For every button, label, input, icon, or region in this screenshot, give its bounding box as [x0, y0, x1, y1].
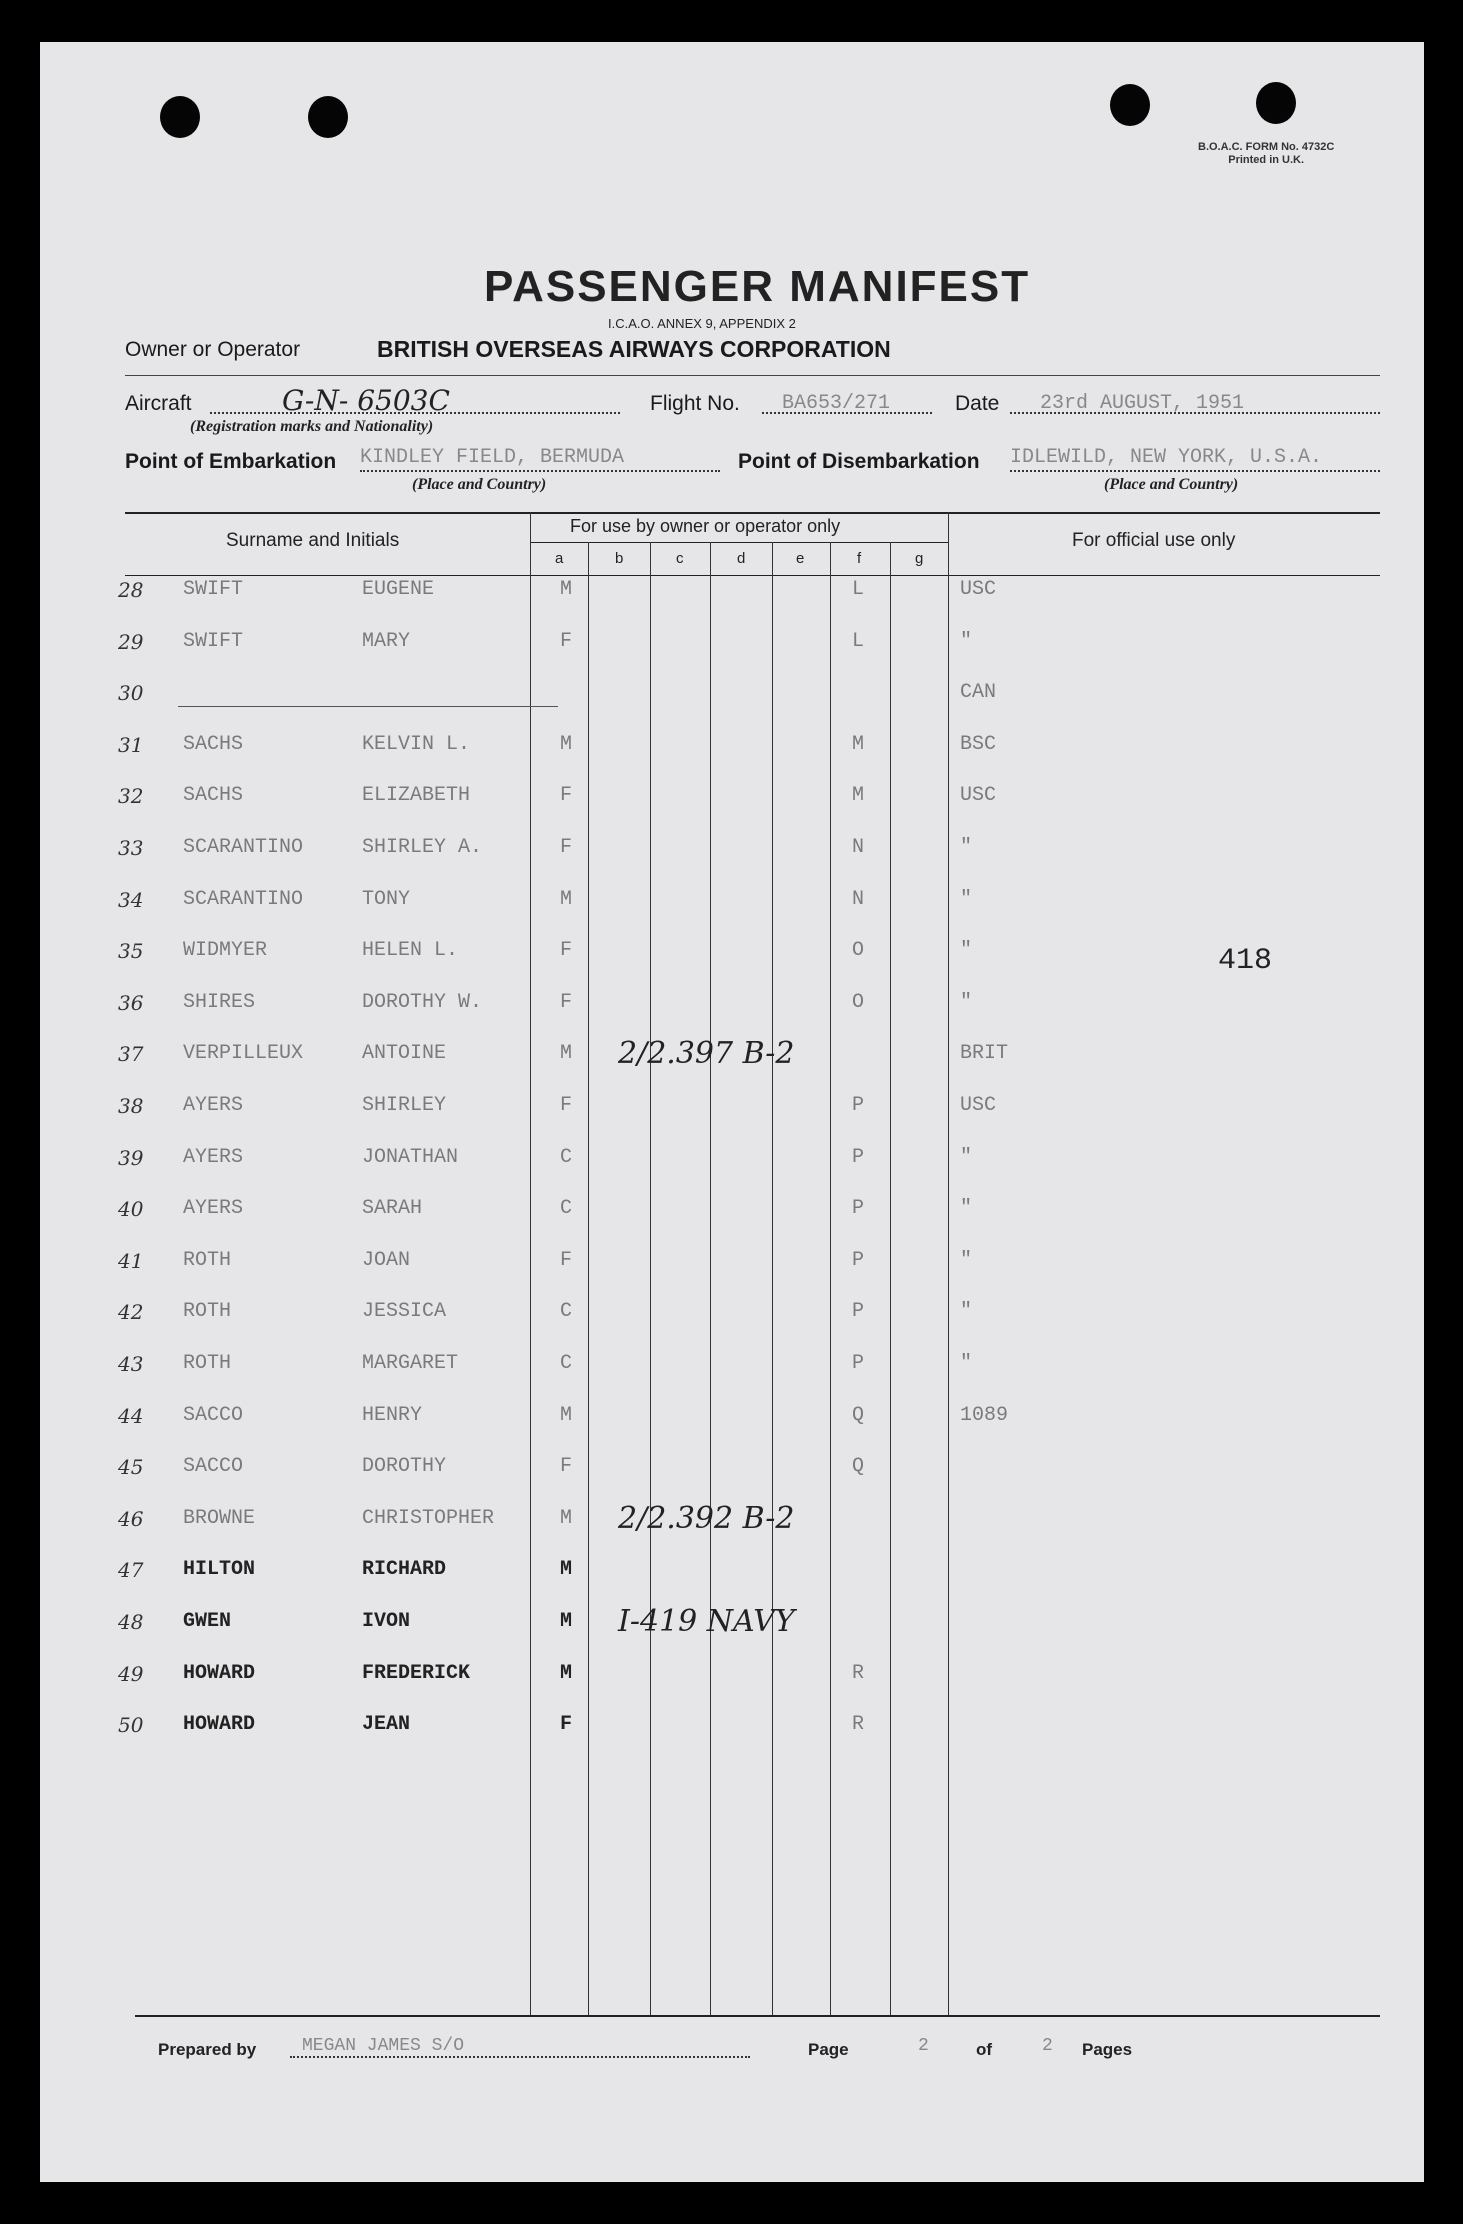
row-a: M — [560, 1042, 573, 1065]
row-surname: GWEN — [183, 1610, 232, 1633]
table-row — [0, 1713, 1463, 1749]
row-a: F — [560, 1094, 573, 1117]
table-header-rule — [125, 575, 1380, 576]
row-initials: SHIRLEY A. — [362, 836, 483, 859]
table-row — [0, 1146, 1463, 1182]
punch-hole — [1256, 82, 1296, 124]
row-initials: MARY — [362, 630, 411, 653]
prepared-line — [290, 2056, 750, 2058]
row-off: " — [960, 1300, 973, 1323]
row-off: " — [960, 1146, 973, 1169]
aircraft-line — [210, 412, 620, 414]
date-value: 23rd AUGUST, 1951 — [1040, 392, 1245, 415]
row-f: M — [852, 733, 865, 756]
page-value: 2 — [918, 2036, 929, 2056]
sub-col-e: e — [796, 550, 805, 567]
row-off: 1089 — [960, 1404, 1009, 1427]
row-initials: SHIRLEY — [362, 1094, 447, 1117]
row-surname: ROTH — [183, 1352, 232, 1375]
struck-row-line — [178, 706, 558, 707]
table-row — [0, 1197, 1463, 1233]
row-f: N — [852, 888, 865, 911]
document-subtitle: I.C.A.O. ANNEX 9, APPENDIX 2 — [608, 316, 796, 331]
row-num: 49 — [118, 1662, 144, 1686]
row-num: 40 — [118, 1197, 144, 1221]
official-column-header: For official use only — [1072, 530, 1236, 551]
sub-col-c: c — [676, 550, 684, 567]
row-num: 41 — [118, 1249, 144, 1273]
row-surname: SACCO — [183, 1455, 244, 1478]
sub-col-d: d — [737, 550, 746, 567]
row-num: 38 — [118, 1094, 144, 1118]
row-num: 48 — [118, 1610, 144, 1634]
row-off: " — [960, 630, 973, 653]
row-a: M — [560, 1558, 573, 1581]
date-line — [1010, 412, 1380, 414]
table-row — [0, 630, 1463, 666]
row-a: F — [560, 939, 573, 962]
row-num: 42 — [118, 1300, 144, 1324]
row-surname: SCARANTINO — [183, 836, 304, 859]
row-surname: HOWARD — [183, 1662, 256, 1685]
row-num: 43 — [118, 1352, 144, 1376]
row-num: 47 — [118, 1558, 144, 1582]
row-initials: KELVIN L. — [362, 733, 471, 756]
official-number: 418 — [1218, 944, 1273, 978]
row-f: P — [852, 1146, 865, 1169]
row-num: 30 — [118, 681, 144, 705]
subheader-rule — [530, 542, 948, 543]
sub-col-f: f — [857, 550, 862, 567]
table-row — [0, 888, 1463, 924]
aircraft-label: Aircraft — [125, 392, 192, 415]
row-off: " — [960, 1352, 973, 1375]
row-f: P — [852, 1300, 865, 1323]
row-a: M — [560, 888, 573, 911]
row-surname: HILTON — [183, 1558, 256, 1581]
row-initials: JEAN — [362, 1713, 411, 1736]
name-column-header: Surname and Initials — [226, 530, 400, 551]
row-off: USC — [960, 1094, 997, 1117]
row-a: F — [560, 836, 573, 859]
table-row — [0, 1300, 1463, 1336]
row-a: F — [560, 784, 573, 807]
of-value: 2 — [1042, 2036, 1053, 2056]
row-initials: EUGENE — [362, 578, 435, 601]
row-off: CAN — [960, 681, 997, 704]
prepared-value: MEGAN JAMES S/O — [302, 2036, 465, 2056]
row-a: M — [560, 578, 573, 601]
row-hand: 2/2.397 B-2 — [618, 1036, 795, 1071]
table-row — [0, 578, 1463, 614]
row-num: 44 — [118, 1404, 144, 1428]
row-initials: RICHARD — [362, 1558, 447, 1581]
row-f: L — [852, 630, 865, 653]
row-surname: SACHS — [183, 733, 244, 756]
table-top-rule — [125, 512, 1380, 514]
row-a: M — [560, 733, 573, 756]
row-surname: SWIFT — [183, 578, 244, 601]
row-a: C — [560, 1352, 573, 1375]
prepared-label: Prepared by — [158, 2040, 257, 2059]
pages-label: Pages — [1082, 2040, 1133, 2059]
row-surname: HOWARD — [183, 1713, 256, 1736]
table-row — [0, 836, 1463, 872]
row-num: 35 — [118, 939, 144, 963]
row-a: M — [560, 1507, 573, 1530]
row-initials: JONATHAN — [362, 1146, 459, 1169]
table-row — [0, 1036, 1463, 1078]
row-surname: VERPILLEUX — [183, 1042, 304, 1065]
punch-hole — [1110, 84, 1150, 126]
row-a: C — [560, 1300, 573, 1323]
row-hand: I-419 NAVY — [618, 1604, 795, 1639]
row-off: " — [960, 836, 973, 859]
row-off: USC — [960, 578, 997, 601]
row-initials: SARAH — [362, 1197, 423, 1220]
row-surname: SHIRES — [183, 991, 256, 1014]
table-row — [0, 784, 1463, 820]
row-off: BRIT — [960, 1042, 1009, 1065]
row-num: 31 — [118, 733, 144, 757]
row-surname: AYERS — [183, 1197, 244, 1220]
embark-line — [360, 470, 720, 472]
row-num: 33 — [118, 836, 144, 860]
row-f: M — [852, 784, 865, 807]
row-surname: WIDMYER — [183, 939, 268, 962]
row-num: 32 — [118, 784, 144, 808]
row-off: USC — [960, 784, 997, 807]
embark-label: Point of Embarkation — [125, 450, 337, 473]
row-a: C — [560, 1146, 573, 1169]
document-title: PASSENGER MANIFEST — [484, 262, 1031, 311]
disembark-line — [1010, 470, 1380, 472]
row-a: F — [560, 1455, 573, 1478]
owner-label: Owner or Operator — [125, 338, 301, 361]
row-num: 50 — [118, 1713, 144, 1737]
row-f: P — [852, 1352, 865, 1375]
row-surname: SWIFT — [183, 630, 244, 653]
embark-sub: (Place and Country) — [412, 476, 547, 493]
owner-value: BRITISH OVERSEAS AIRWAYS CORPORATION — [377, 336, 891, 362]
row-f: N — [852, 836, 865, 859]
row-surname: SACCO — [183, 1404, 244, 1427]
row-off: " — [960, 888, 973, 911]
row-a: F — [560, 1249, 573, 1272]
row-num: 28 — [118, 578, 144, 602]
row-num: 37 — [118, 1042, 144, 1066]
row-off: " — [960, 1197, 973, 1220]
row-num: 36 — [118, 991, 144, 1015]
table-row — [0, 733, 1463, 769]
row-num: 46 — [118, 1507, 144, 1531]
form-reference: B.O.A.C. FORM No. 4732C Printed in U.K. — [1198, 141, 1335, 166]
row-a: F — [560, 1713, 573, 1736]
flight-label: Flight No. — [650, 392, 740, 415]
table-row — [0, 1094, 1463, 1130]
embark-value: KINDLEY FIELD, BERMUDA — [360, 446, 625, 469]
row-initials: DOROTHY — [362, 1455, 447, 1478]
row-num: 34 — [118, 888, 144, 912]
table-row — [0, 1249, 1463, 1285]
row-num: 29 — [118, 630, 144, 654]
table-row — [0, 1662, 1463, 1698]
row-f: Q — [852, 1455, 865, 1478]
row-initials: TONY — [362, 888, 411, 911]
row-f: P — [852, 1197, 865, 1220]
row-f: O — [852, 991, 865, 1014]
row-f: L — [852, 578, 865, 601]
table-row — [0, 1455, 1463, 1491]
operator-column-header: For use by owner or operator only — [570, 516, 841, 536]
row-surname: AYERS — [183, 1094, 244, 1117]
row-off: " — [960, 991, 973, 1014]
row-surname: ROTH — [183, 1300, 232, 1323]
row-off: " — [960, 1249, 973, 1272]
row-surname: BROWNE — [183, 1507, 256, 1530]
row-surname: SACHS — [183, 784, 244, 807]
row-f: O — [852, 939, 865, 962]
row-a: M — [560, 1610, 573, 1633]
row-f: R — [852, 1662, 865, 1685]
aircraft-value: G-N- 6503C — [282, 384, 450, 417]
row-surname: ROTH — [183, 1249, 232, 1272]
row-num: 39 — [118, 1146, 144, 1170]
table-row — [0, 1404, 1463, 1440]
row-a: F — [560, 630, 573, 653]
aircraft-sub: (Registration marks and Nationality) — [190, 418, 434, 435]
row-initials: JESSICA — [362, 1300, 447, 1323]
row-surname: SCARANTINO — [183, 888, 304, 911]
table-row — [0, 1501, 1463, 1543]
row-initials: HENRY — [362, 1404, 423, 1427]
flight-line — [762, 412, 932, 414]
sub-col-b: b — [615, 550, 624, 567]
row-f: R — [852, 1713, 865, 1736]
date-label: Date — [955, 392, 1000, 415]
row-hand: 2/2.392 B-2 — [618, 1501, 795, 1536]
row-a: M — [560, 1404, 573, 1427]
row-initials: ANTOINE — [362, 1042, 447, 1065]
row-initials: FREDERICK — [362, 1662, 471, 1685]
row-f: Q — [852, 1404, 865, 1427]
row-initials: HELEN L. — [362, 939, 459, 962]
row-off: BSC — [960, 733, 997, 756]
sub-col-a: a — [555, 550, 564, 567]
punch-hole — [308, 96, 348, 138]
row-initials: JOAN — [362, 1249, 411, 1272]
table-bottom-rule — [135, 2015, 1380, 2017]
table-row — [0, 1558, 1463, 1594]
divider — [125, 375, 1380, 376]
row-off: " — [960, 939, 973, 962]
table-row — [0, 991, 1463, 1027]
table-row — [0, 681, 1463, 717]
row-f: P — [852, 1249, 865, 1272]
of-label: of — [976, 2040, 993, 2059]
table-row — [0, 1352, 1463, 1388]
sub-col-g: g — [915, 550, 924, 567]
disembark-label: Point of Disembarkation — [738, 450, 980, 473]
row-initials: DOROTHY W. — [362, 991, 483, 1014]
row-a: C — [560, 1197, 573, 1220]
disembark-value: IDLEWILD, NEW YORK, U.S.A. — [1010, 446, 1323, 469]
row-initials: ELIZABETH — [362, 784, 471, 807]
row-initials: CHRISTOPHER — [362, 1507, 495, 1530]
row-f: P — [852, 1094, 865, 1117]
row-num: 45 — [118, 1455, 144, 1479]
row-initials: MARGARET — [362, 1352, 459, 1375]
page-label: Page — [808, 2040, 849, 2059]
row-a: F — [560, 991, 573, 1014]
row-initials: IVON — [362, 1610, 411, 1633]
row-a: M — [560, 1662, 573, 1685]
flight-value: BA653/271 — [782, 392, 891, 415]
disembark-sub: (Place and Country) — [1104, 476, 1239, 493]
punch-hole — [160, 96, 200, 138]
table-row — [0, 1604, 1463, 1646]
row-surname: AYERS — [183, 1146, 244, 1169]
